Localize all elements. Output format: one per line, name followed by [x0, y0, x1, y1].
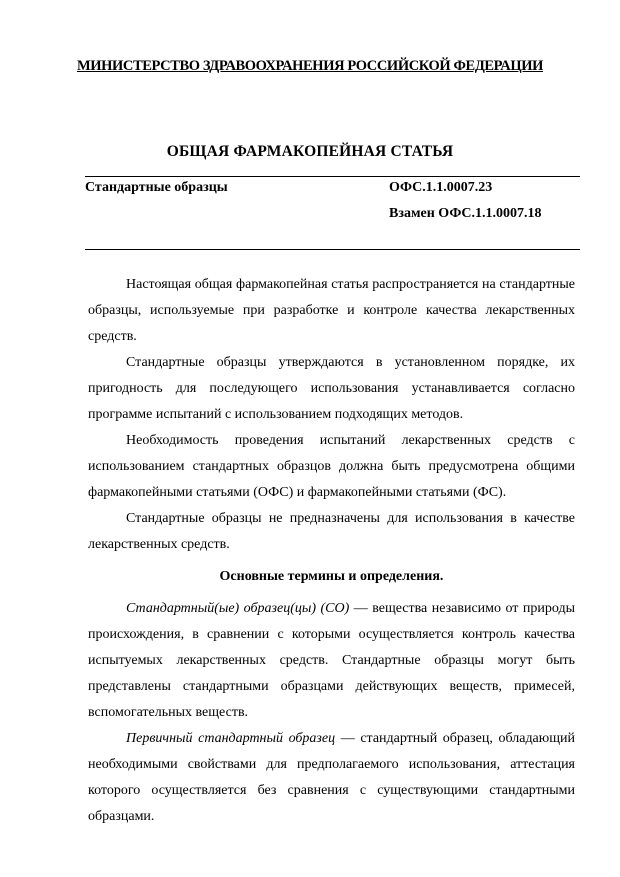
article-replaces: Взамен ОФС.1.1.0007.18	[389, 206, 542, 221]
bottom-divider	[85, 249, 580, 250]
definition-text: — стандартный образец, обладающий необходимыми свойствами для предполагаемого использования, аттестация которого осуществляется без сравнения с существующими стандартными образцами.	[88, 731, 575, 824]
ministry-header: МИНИСТЕРСТВО ЗДРАВООХРАНЕНИЯ РОССИЙСКОЙ ФЕДЕРАЦИИ	[77, 58, 543, 74]
article-name: Стандартные образцы	[85, 180, 228, 195]
paragraph-not-medicine: Стандартные образцы не предназначены для использования в качестве лекарственных средств.	[88, 511, 575, 552]
definition-reference-standard	[88, 596, 575, 726]
paragraph-approval: Стандартные образцы утверждаются в установленном порядке, их пригодность для последующего использования устанавливается согласно программе испытаний с использованием подходящих методов.	[88, 355, 575, 422]
definition-text: — вещества независимо от природы происхождения, в сравнении с которыми осуществляется контроль качества испытуемых лекарственных средств. Стандартные образцы могут быть представлены стандартными образцами действующих веществ, примесей, вспомогательных веществ.	[88, 601, 575, 720]
paragraph-scope: Настоящая общая фармакопейная статья распространяется на стандартные образцы, используемые при разработке и контроле качества лекарственных средств.	[88, 277, 575, 344]
article-code: ОФС.1.1.0007.23	[389, 180, 493, 195]
definition-term: Первичный стандартный образец	[126, 731, 336, 746]
document-type-title: ОБЩАЯ ФАРМАКОПЕЙНАЯ СТАТЬЯ	[166, 143, 454, 160]
document-body	[88, 272, 575, 830]
definition-primary-standard	[88, 726, 575, 830]
section-heading: Основные термины и определения.	[219, 569, 444, 584]
paragraph-necessity: Необходимость проведения испытаний лекарственных средств с использованием стандартных образцов должна быть предусмотрена общими фармакопейными статьями (ОФС) и фармакопейными статьями (ФС).	[88, 433, 575, 500]
top-divider	[85, 176, 580, 177]
definition-term: Стандартный(ые) образец(цы) (СО)	[126, 601, 350, 616]
